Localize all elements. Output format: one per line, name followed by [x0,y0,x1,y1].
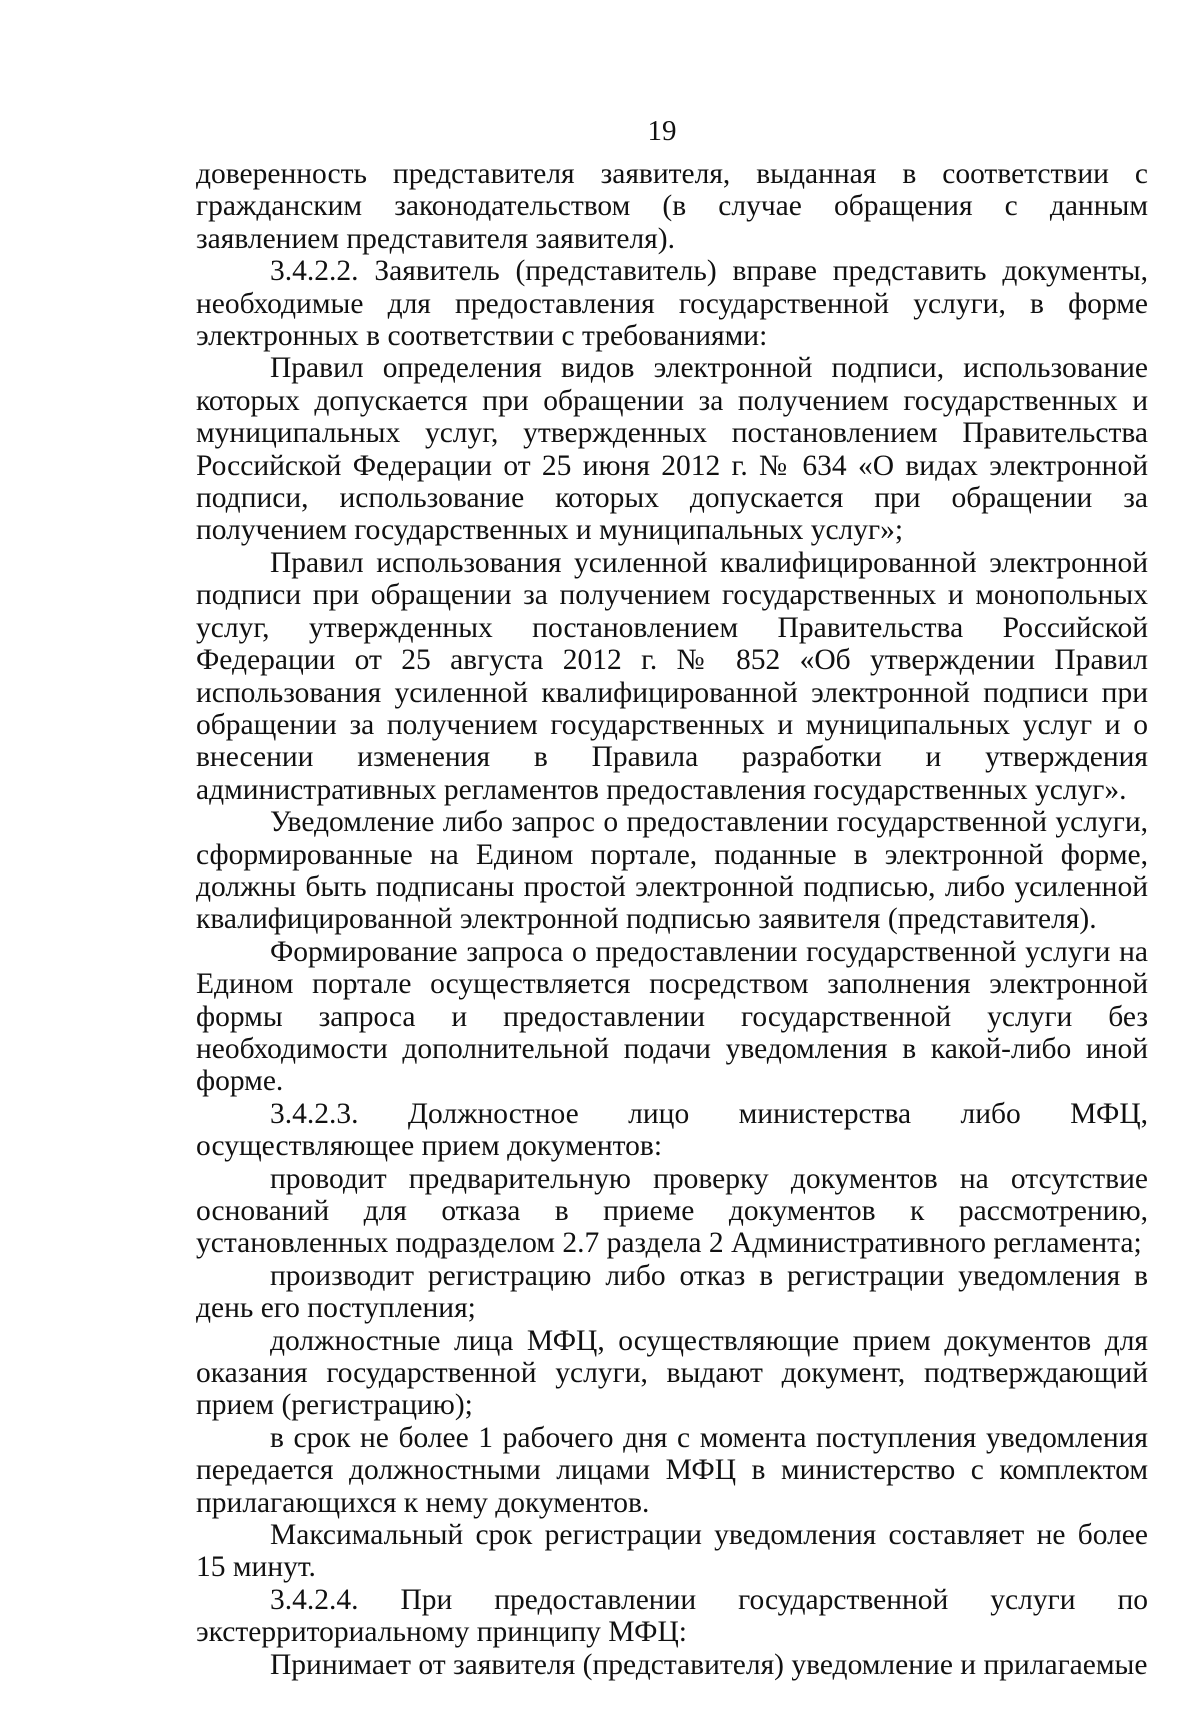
paragraph-notification-signing: Уведомление либо запрос о предоставлении государственной услуги, сформированные на Едином портале, поданные в электронной форме, должны быть подписаны простой электронной подписью, либо усиленной квалифицированной электронной подписью заявителя (представителя). [196,806,1148,936]
paragraph-preliminary-check: проводит предварительную проверку документов на отсутствие оснований для отказа в приеме документов к рассмотрению, установленных подразделом 2.7 раздела 2 Административного регламента; [196,1162,1148,1260]
paragraph-max-registration-time: Максимальный срок регистрации уведомления составляет не более 15 минут. [196,1519,1148,1584]
paragraph-request-forming: Формирование запроса о предоставлении государственной услуги на Едином портале осуществляется посредством заполнения электронной формы запроса и предоставлении государственной услуги без необходимости дополнительной подачи уведомления в какой-либо иной форме. [196,935,1148,1098]
paragraph-registration: производит регистрацию либо отказ в регистрации уведомления в день его поступления; [196,1259,1148,1325]
paragraph-3-4-2-3: 3.4.2.3. Должностное лицо министерства либо МФЦ, осуществляющее прием документов: [196,1097,1148,1163]
paragraph-accepts-from-applicant: Принимает от заявителя (представителя) уведомление и прилагаемые [270,1648,1148,1681]
paragraph-signature-rules-852: Правил использования усиленной квалифицированной электронной подписи при обращении за получением государственных и монопольных услуг, утвержденных постановлением Правительства Российской Федерации от 25 августа 2012 г. № 852 «Об утверждении Правил использования усиленной квалифицированной электронной подписи при обращении за получением государственных и муниципальных услуг и о внесении изменения в Правила разработки и утверждения административных регламентов предоставления государственных услуг». [196,546,1148,806]
page-number: 19 [647,115,677,147]
document-body [196,158,1148,1681]
paragraph-power-of-attorney: доверенность представителя заявителя, выданная в соответствии с гражданским законодательством (в случае обращения с данным заявлением представителя заявителя). [196,158,1148,255]
paragraph-3-4-2-2: 3.4.2.2. Заявитель (представитель) вправе представить документы, необходимые для предоставления государственной услуги, в форме электронных в соответствии с требованиями: [196,255,1148,353]
paragraph-3-4-2-4: 3.4.2.4. При предоставлении государственной услуги по экстерриториальному принципу МФЦ: [196,1583,1148,1649]
paragraph-mfc-receipt: должностные лица МФЦ, осуществляющие прием документов для оказания государственной услуги, выдают документ, подтверждающий прием (регистрацию); [196,1324,1148,1422]
paragraph-transfer-term: в срок не более 1 рабочего дня с момента поступления уведомления передается должностными лицами МФЦ в министерство с комплектом прилагающихся к нему документов. [196,1421,1148,1519]
paragraph-signature-rules-634: Правил определения видов электронной подписи, использование которых допускается при обращении за получением государственных и муниципальных услуг, утвержденных постановлением Правительства Российской Федерации от 25 июня 2012 г. № 634 «О видах электронной подписи, использование которых допускается при обращении за получением государственных и муниципальных услуг»; [196,352,1148,547]
